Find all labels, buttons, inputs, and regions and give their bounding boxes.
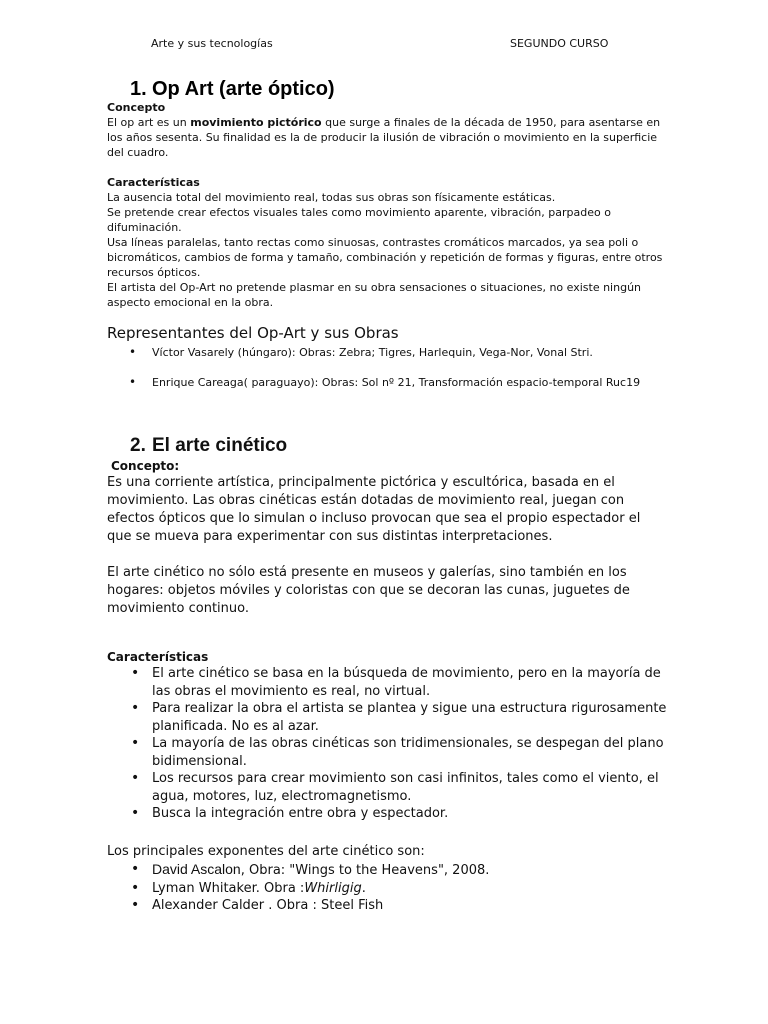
- header-subject: Arte y sus tecnologías: [151, 37, 273, 50]
- section2-concept: [107, 458, 667, 618]
- section2-concept-p2: El arte cinético no sólo está presente en museos y galerías, sino también en los hogares: objetos móviles y coloristas con que se decoran las cunas, juguetes de movimiento continuo.: [107, 565, 630, 616]
- section2-features-label: Características: [107, 650, 209, 664]
- section2-title: El arte cinético: [152, 435, 288, 456]
- exponents-list: [107, 861, 667, 915]
- section2-features: [107, 649, 667, 823]
- section2-heading: [130, 434, 690, 458]
- section1-title: Op Art (arte óptico): [152, 78, 335, 100]
- list-item: • Lyman Whitaker. Obra :Whirligig.: [107, 880, 667, 898]
- section1-features-label: Características: [107, 176, 200, 189]
- section1-feature: Se pretende crear efectos visuales tales como movimiento aparente, vibración, parpadeo o difuminación.: [107, 206, 611, 234]
- list-item: • David Ascalon, Obra: "Wings to the Heavens", 2008.: [107, 861, 667, 880]
- exponent-work: Whirligig: [304, 880, 362, 896]
- concept-bold-term: movimiento pictórico: [190, 116, 322, 129]
- exponent-name: Lyman Whitaker. Obra :: [152, 880, 305, 896]
- section2-concept-label: Concepto:: [111, 459, 180, 473]
- section2-concept-p1: Es una corriente artística, principalmente pictórica y escultórica, basada en el movimiento. Las obras cinéticas están dotadas de movimiento real, juegan con efectos ópticos que lo simulan o incluso provocan que sea el propio espectador el que se mueva para experimentar con sus distintas interpretaciones.: [107, 475, 641, 544]
- section2-exponents: [107, 843, 667, 915]
- representatives-title: Representantes del Op-Art y sus Obras: [107, 324, 399, 342]
- exponents-intro: Los principales exponentes del arte cinético son:: [107, 844, 425, 859]
- exponent-name: David Ascalon: [152, 861, 241, 877]
- list-item: • La mayoría de las obras cinéticas son tridimensionales, se despegan del plano bidimensional.: [107, 735, 667, 770]
- list-item: • Busca la integración entre obra y espectador.: [107, 805, 667, 823]
- section1-feature: El artista del Op-Art no pretende plasmar en su obra sensaciones o situaciones, no existe ningún aspecto emocional en la obra.: [107, 281, 642, 309]
- section1-features: [107, 175, 667, 310]
- list-item: • Los recursos para crear movimiento son casi infinitos, tales como el viento, el agua, motores, luz, electromagnetismo.: [107, 770, 667, 805]
- list-item: • Enrique Careaga( paraguayo): Obras: Sol nº 21, Transformación espacio-temporal Ruc19: [107, 375, 667, 390]
- exponent-name: Alexander Calder . Obra : Steel Fish: [152, 898, 384, 913]
- section2-features-list: [107, 665, 667, 823]
- section1-number: 1.: [130, 78, 147, 100]
- section1-concept-label: Concepto: [107, 101, 166, 114]
- section1-heading: [130, 76, 690, 102]
- section1-feature: Usa líneas paralelas, tanto rectas como sinuosas, contrastes cromáticos marcados, ya sea poli o bicromáticos, cambios de forma y tamaño, combinación y repetición de formas y figuras, entre otros recursos ópticos.: [107, 236, 663, 279]
- list-item: • Para realizar la obra el artista se plantea y sigue una estructura rigurosamente planificada. No es al azar.: [107, 700, 667, 735]
- section2-number: 2.: [130, 435, 146, 456]
- header-course: SEGUNDO CURSO: [510, 37, 609, 50]
- section1-concept: [107, 100, 667, 160]
- section1-concept-text: El op art es un movimiento pictórico que surge a finales de la década de 1950, para asentarse en los años sesenta. Su finalidad es la de producir la ilusión de vibración o movimiento en la superficie del cuadro.: [107, 116, 661, 159]
- representatives-list: [107, 345, 667, 390]
- section1-representatives: [107, 323, 667, 390]
- section1-feature: La ausencia total del movimiento real, todas sus obras son físicamente estáticas.: [107, 191, 556, 204]
- list-item: [107, 897, 667, 915]
- list-item: • El arte cinético se basa en la búsqueda de movimiento, pero en la mayoría de las obras el movimiento es real, no virtual.: [107, 665, 667, 700]
- list-item: • Víctor Vasarely (húngaro): Obras: Zebra; Tigres, Harlequin, Vega-Nor, Vonal Stri.: [107, 345, 667, 360]
